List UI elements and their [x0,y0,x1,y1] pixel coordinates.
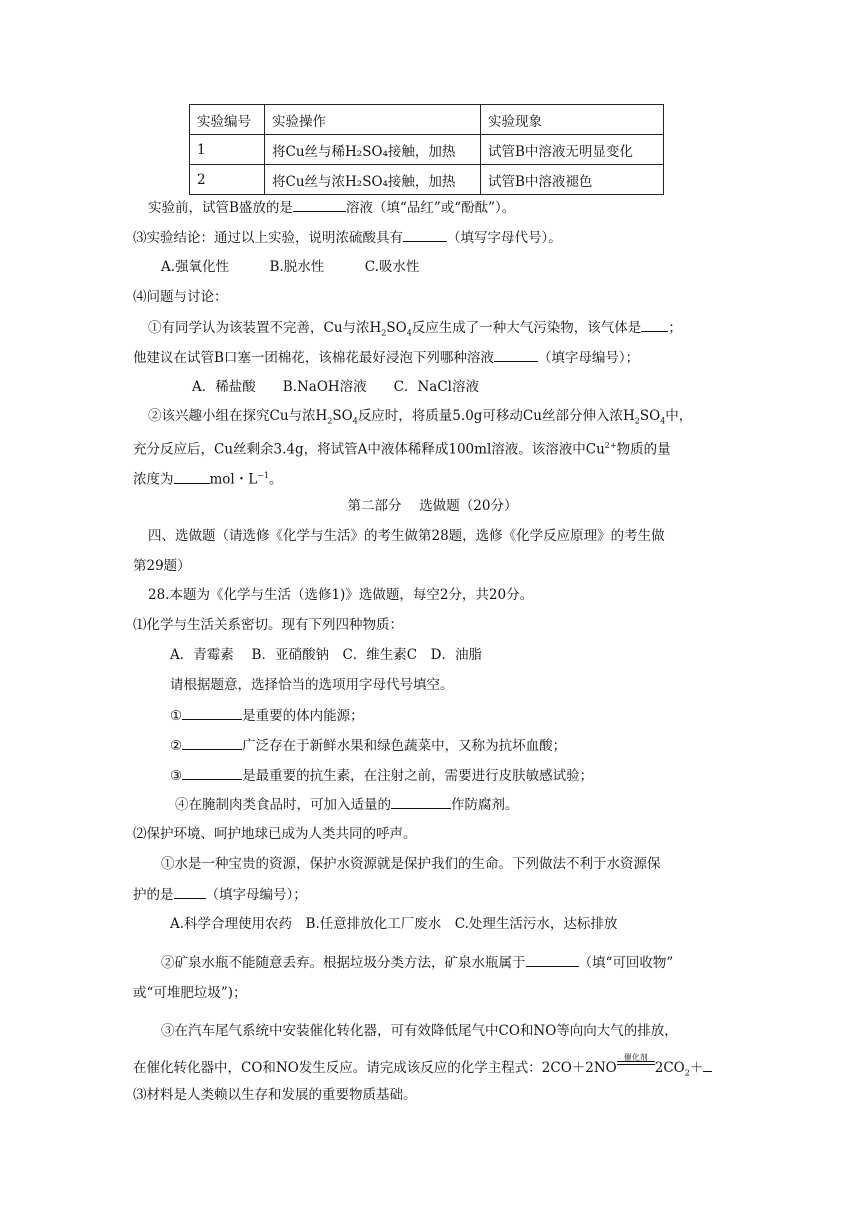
paragraph-line: ②该兴趣小组在探究Cu与浓$H_2SO_4$反应时，将质量5.0g可移动Cu丝部分伸入浓$H_2SO_4$中， [148,408,693,426]
options-line: A．青霉素 B．亚硝酸钠 C．维生素C D．油脂 [170,647,482,663]
table-cell: 试管B中溶液无明显变化 [481,135,664,165]
text: ③ [170,768,183,784]
paragraph-line: 请根据题意，选择恰当的选项用字母代号填空。 [170,677,454,693]
text: 实验前，试管B盛放的是 [148,200,293,216]
paragraph-line [170,735,566,756]
table-header-cell: 实验编号 [190,105,265,135]
paragraph-line [175,794,519,815]
text: ① [170,708,183,724]
text: 他建议在试管B口塞一团棉花，该棉花最好浸泡下列哪种溶液 [133,350,494,366]
text: （填字母编号）； [205,887,307,903]
answer-blank [174,884,206,899]
paragraph-line: ③在汽车尾气系统中安装催化转化器，可有效降低尾气中CO和NO等向向大气的排放， [161,1023,678,1039]
paragraph-line: 四、选做题（请选修《化学与生活》的考生做第28题，选修《化学反应原理》的考生做 [148,528,665,544]
table-cell: 1 [190,135,265,165]
paragraph-line: ⑴化学与生活关系密切。现有下列四种物质： [133,617,403,633]
answer-blank [174,469,210,484]
paragraph-line [170,705,364,726]
subscript: 2 [684,1068,690,1078]
table-cell: 试管B中溶液褪色 [481,165,664,195]
text: mol・L [209,471,258,488]
text: SO [639,408,661,424]
answer-blank [526,952,579,967]
superscript: −1 [257,471,270,480]
text: SO [332,408,353,424]
answer-blank [293,197,346,212]
section-heading: ⑷问题与讨论： [133,289,228,305]
paragraph-line [133,884,307,905]
table-row [190,135,664,165]
experiment-table [189,104,664,195]
text: ②矿泉水瓶不能随意丢弃。根据垃圾分类方法，矿泉水瓶属于 [161,955,526,971]
text: （填“可回收物” [578,955,674,971]
paragraph-line [133,227,562,248]
text: ； [668,320,682,336]
options-line: A.科学合理使用农药 B.任意排放化工厂废水 C.处理生活污水，达标排放 [170,916,618,932]
paragraph-line [133,436,671,460]
text: 2CO [654,1060,685,1076]
paragraph-line [133,1052,712,1084]
answer-blank [494,347,538,362]
superscript: 2+ [604,441,617,450]
paragraph-line [133,347,639,368]
options-line: A.强氧化性 B.脱水性 C.吸水性 [161,259,420,275]
table-header-cell: 实验操作 [265,105,481,135]
paragraph-line [148,197,515,218]
text: （填字母编号）； [537,350,640,366]
paragraph-line [161,952,673,973]
text: 。 [269,471,283,488]
paragraph-line: ①有同学认为该装置不完善，Cu与浓$H_2SO_4$反应生成了一种大气污染物，该气体是 ； [148,317,682,344]
answer-blank [391,794,451,809]
text: ②该兴趣小组在探究Cu与浓H [148,408,328,424]
table-cell: 2 [190,165,265,195]
section-heading: ⑶材料是人类赖以生存和发展的重要物质基础。 [133,1087,417,1103]
text: SO [386,320,407,336]
answer-blank [641,317,668,332]
text: 在催化转化器中，CO和NO发生反应。请完成该反应的化学主程式：2CO＋2NO [133,1060,617,1076]
text: 充分反应后，Cu丝剩余3.4g，将试管A中液体稀释成100ml溶液。该溶液中Cu [133,441,605,458]
text: （填写字母代号）。 [447,230,562,246]
text: 作防腐剂。 [451,797,519,813]
text: 中， [665,408,693,424]
text: 护的是 [133,887,174,903]
table-header-cell: 实验现象 [481,105,664,135]
table-cell: 将Cu丝与浓H₂SO₄接触，加热 [265,165,481,195]
text: 反应时，将质量5.0g可移动Cu丝部分伸入浓H [357,408,635,424]
text: 浓度为 [133,471,174,488]
paragraph-line: 28.本题为《化学与生活（选修1)》选做题，每空2分，共20分。 [148,587,534,603]
table-header-row [190,105,664,135]
text: ⑶实验结论：通过以上实验，说明浓硫酸具有 [133,230,403,246]
table-row [190,165,664,195]
text: 广泛存在于新鲜水果和绿色蔬菜中，又称为抗坏血酸； [242,738,567,754]
section-heading: ⑵保护环境、呵护地球已成为人类共同的呼声。 [133,826,417,842]
section-title: 第二部分 选做题（20分） [347,498,518,514]
paragraph-line: 第29题） [133,558,191,574]
paragraph-line: 或“可堆肥垃圾”)； [133,985,247,1001]
answer-blank [182,735,242,750]
text: ② [170,738,183,754]
catalyst-label: 催化剂 [623,1053,648,1062]
text: 反应生成了一种大气污染物，该气体是 [411,320,642,336]
text: ＋ [689,1060,704,1076]
text: ①有同学认为该装置不完善，Cu与浓H [148,320,382,336]
answer-blank [403,227,447,242]
paragraph-line [170,765,593,786]
answer-blank [182,765,242,780]
text: 是重要的体内能源； [242,708,364,724]
paragraph-line: ①水是一种宝贵的资源，保护水资源就是保护我们的生命。下列做法不利于水资源保 [161,856,661,872]
text: ④在腌制肉类食品时，可加入适量的 [175,797,391,813]
table-cell: 将Cu丝与稀H₂SO₄接触，加热 [265,135,481,165]
answer-blank [182,705,242,720]
text: 是最重要的抗生素，在注射之前，需要进行皮肤敏感试验； [242,768,594,784]
options-line: A．稀盐酸 B.NaOH溶液 C．NaCl溶液 [192,379,479,395]
answer-blank [703,1057,712,1072]
text: 溶液（填“品红”或“酚酞”）。 [345,200,516,216]
catalyst-arrow [617,1052,655,1072]
paragraph-line [133,466,283,490]
text: 物质的量 [616,441,671,458]
